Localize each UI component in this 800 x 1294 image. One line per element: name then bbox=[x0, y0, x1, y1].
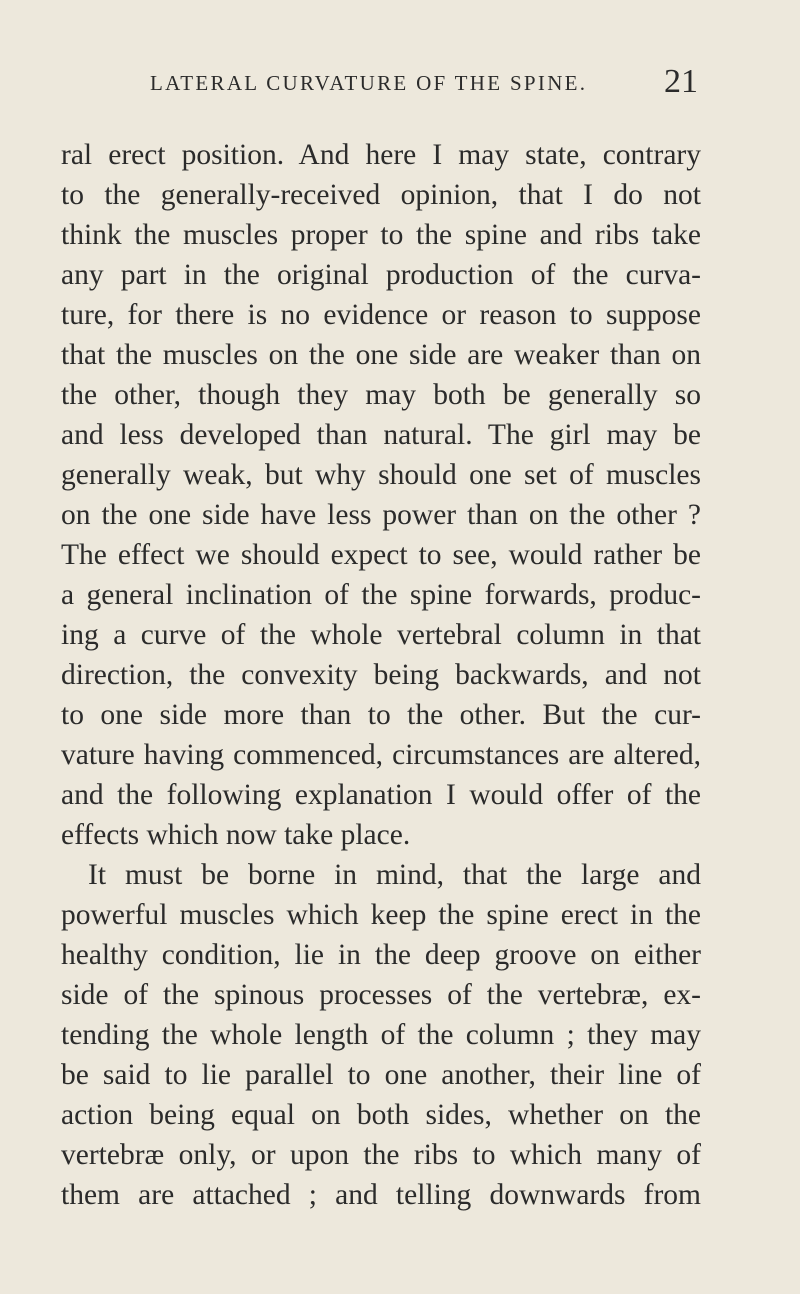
page-number: 21 bbox=[664, 63, 698, 100]
text-line: and less developed than natural. The girl may be bbox=[61, 419, 701, 451]
running-title: LATERAL CURVATURE OF THE SPINE. bbox=[150, 71, 588, 95]
text-line: action being equal on both sides, whether on the bbox=[61, 1099, 701, 1131]
text-line: vertebræ only, or upon the ribs to which many of bbox=[61, 1139, 701, 1171]
text-line: them are attached ; and telling downwards from bbox=[61, 1179, 701, 1211]
text-line: that the muscles on the one side are weaker than on bbox=[61, 339, 701, 371]
paragraph-start-line: It must be borne in mind, that the large and bbox=[88, 859, 701, 891]
text-line: side of the spinous processes of the vertebræ, ex- bbox=[61, 979, 701, 1011]
text-line: any part in the original production of the curva- bbox=[61, 259, 701, 291]
text-line: generally weak, but why should one set of muscles bbox=[61, 459, 701, 491]
text-line: to one side more than to the other. But the cur- bbox=[61, 699, 701, 731]
text-line: ral erect position. And here I may state, contrary bbox=[61, 139, 701, 171]
text-line: vature having commenced, circumstances are altered, bbox=[61, 739, 701, 771]
text-line: to the generally-received opinion, that I do not bbox=[61, 179, 701, 211]
running-header bbox=[0, 63, 800, 103]
text-line: and the following explanation I would offer of the bbox=[61, 779, 701, 811]
text-line: the other, though they may both be generally so bbox=[61, 379, 701, 411]
text-line: a general inclination of the spine forwards, produc- bbox=[61, 579, 701, 611]
text-line: ing a curve of the whole vertebral column in that bbox=[61, 619, 701, 651]
text-line: tending the whole length of the column ; they may bbox=[61, 1019, 701, 1051]
text-line: The effect we should expect to see, would rather be bbox=[61, 539, 701, 571]
text-line: think the muscles proper to the spine and ribs take bbox=[61, 219, 701, 251]
text-line: effects which now take place. bbox=[61, 819, 411, 851]
text-line: direction, the convexity being backwards, and not bbox=[61, 659, 701, 691]
text-line: healthy condition, lie in the deep groove on either bbox=[61, 939, 701, 971]
text-line: on the one side have less power than on the other ? bbox=[61, 499, 701, 531]
text-line: be said to lie parallel to one another, their line of bbox=[61, 1059, 701, 1091]
text-line: powerful muscles which keep the spine erect in the bbox=[61, 899, 701, 931]
text-line: ture, for there is no evidence or reason to suppose bbox=[61, 299, 701, 331]
